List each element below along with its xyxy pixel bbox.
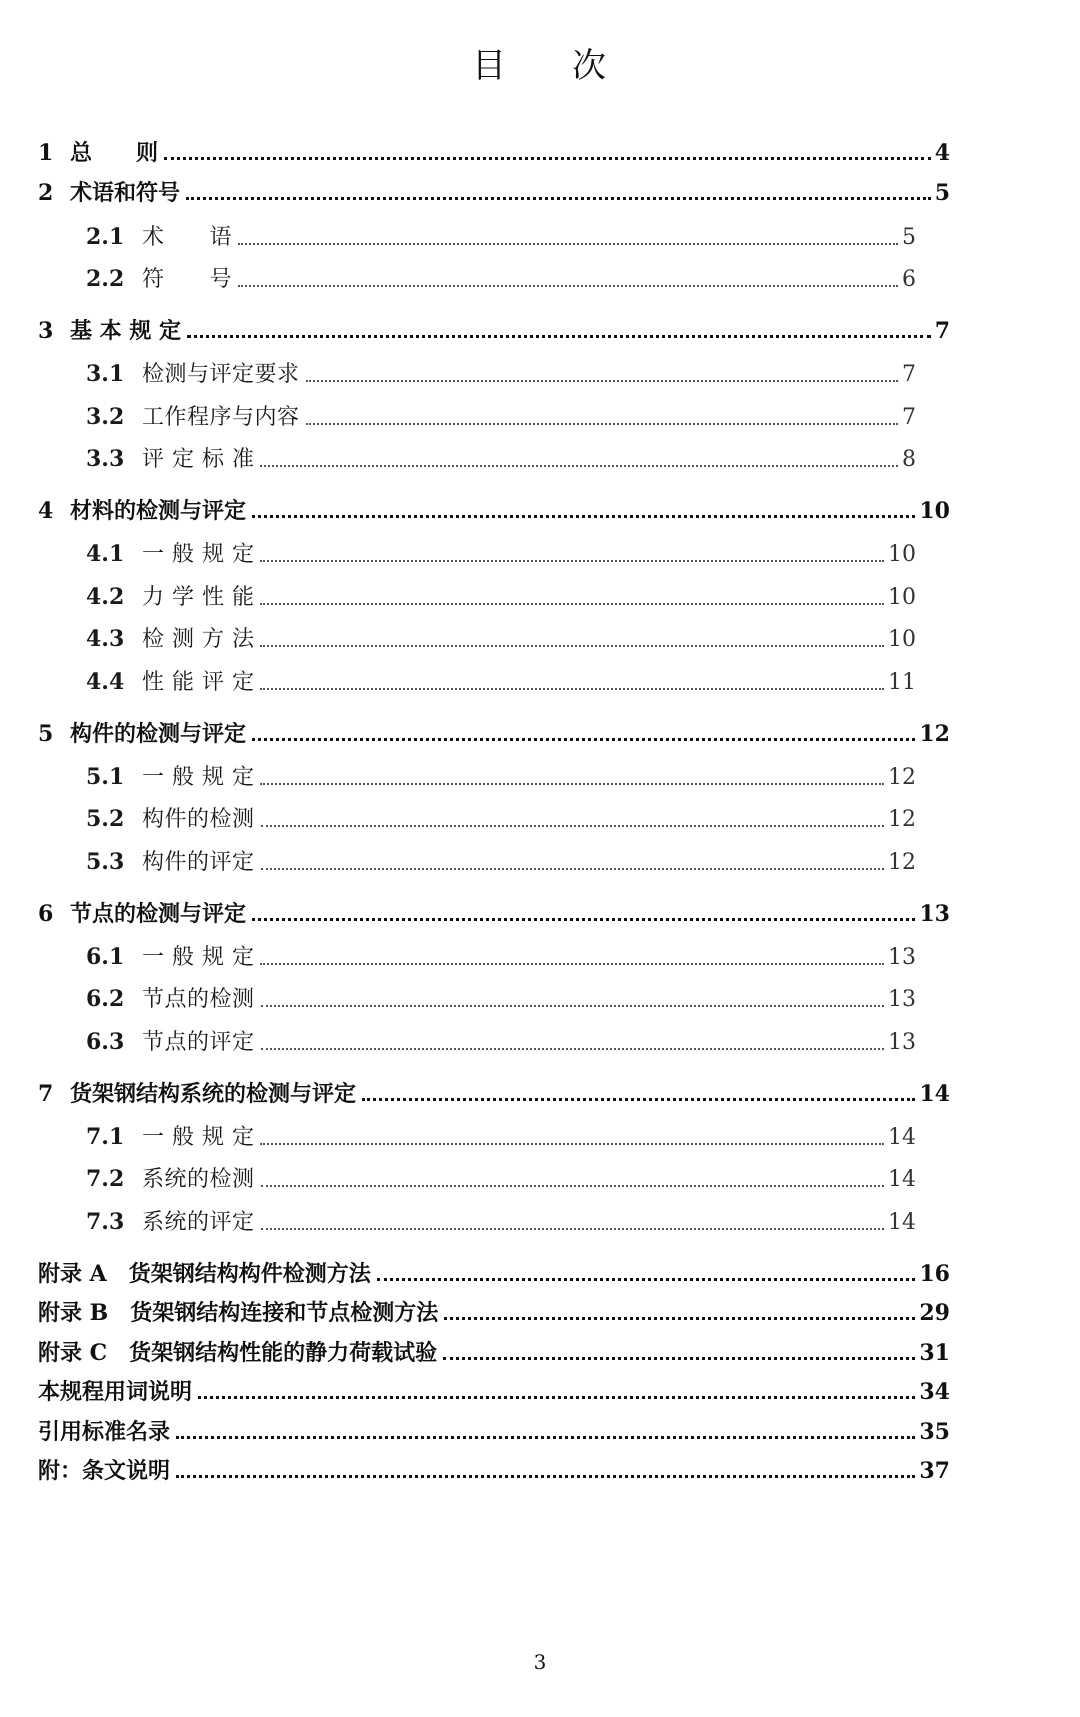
toc-dot-leader	[260, 762, 884, 793]
toc-entry-label: 附录 C 货架钢结构性能的静力荷载试验	[38, 1340, 438, 1366]
toc-appendix-entry[interactable]	[38, 1338, 950, 1368]
toc-entry-number: 6.1	[86, 944, 125, 970]
toc-entry-number: 3.3	[86, 446, 125, 472]
toc-entry-label: 系统的评定	[142, 1210, 255, 1235]
toc-entry[interactable]	[38, 316, 950, 346]
toc-entry-label: 符 号	[142, 267, 233, 292]
toc-dot-leader	[186, 178, 931, 208]
toc-entry-page: 13	[888, 987, 916, 1012]
toc-entry-number: 6.2	[86, 986, 125, 1012]
toc-entry-number: 7	[38, 1081, 54, 1107]
toc-dot-leader	[252, 496, 915, 526]
toc-entry-page: 13	[919, 901, 950, 927]
toc-entry-page: 5	[934, 180, 950, 206]
toc-entry-page: 16	[919, 1261, 950, 1287]
toc-entry-number: 2.1	[86, 224, 125, 250]
toc-entry-label: 工作程序与内容	[142, 405, 300, 430]
toc-dot-leader	[187, 316, 931, 346]
toc-subentry[interactable]	[86, 667, 916, 698]
toc-dot-leader	[260, 582, 884, 613]
toc-dot-leader	[444, 1298, 915, 1328]
toc-entry-page: 7	[902, 362, 916, 387]
toc-entry-page: 12	[888, 807, 916, 832]
toc-dot-leader	[260, 444, 898, 475]
toc-entry-page: 10	[919, 498, 950, 524]
toc-entry-label: 性 能 评 定	[142, 670, 255, 695]
toc-entry-number: 6.3	[86, 1029, 125, 1055]
toc-entry[interactable]	[38, 1079, 950, 1109]
toc-dot-leader	[261, 984, 884, 1015]
toc-entry-page: 11	[888, 670, 916, 695]
toc-entry-page: 10	[888, 627, 916, 652]
toc-entry-label: 构件的检测与评定	[70, 721, 247, 747]
toc-dot-leader	[198, 1377, 915, 1407]
toc-entry-number: 3.2	[86, 404, 125, 430]
toc-entry-page: 5	[902, 225, 916, 250]
toc-dot-leader	[176, 1417, 915, 1447]
toc-subentry[interactable]	[86, 1122, 916, 1153]
toc-dot-leader	[252, 719, 915, 749]
toc-subentry[interactable]	[86, 847, 916, 878]
toc-entry-label: 一 般 规 定	[142, 542, 255, 567]
toc-subentry[interactable]	[86, 582, 916, 613]
toc-entry-label: 节点的检测与评定	[70, 901, 247, 927]
toc-entry-page: 10	[888, 542, 916, 567]
toc-entry-number: 5.1	[86, 764, 125, 790]
toc-entry-page: 12	[919, 721, 950, 747]
toc-dot-leader	[260, 624, 884, 655]
toc-subentry[interactable]	[86, 539, 916, 570]
toc-entry[interactable]	[38, 178, 950, 208]
toc-entry-label: 节点的评定	[142, 1030, 255, 1055]
toc-entry-label: 附录 A 货架钢结构构件检测方法	[38, 1261, 371, 1287]
toc-dot-leader	[306, 402, 898, 433]
toc-appendix-entry[interactable]	[38, 1298, 950, 1328]
toc-entry-label: 一 般 规 定	[142, 945, 255, 970]
toc-entry-label: 一 般 规 定	[142, 1125, 255, 1150]
page-number: 3	[533, 1650, 547, 1674]
toc-entry-label: 构件的检测	[142, 807, 255, 832]
toc-entry-number: 3.1	[86, 361, 125, 387]
toc-dot-leader	[260, 667, 884, 698]
toc-entry-number: 2.2	[86, 266, 125, 292]
toc-dot-leader	[362, 1079, 915, 1109]
toc-subentry[interactable]	[86, 402, 916, 433]
toc-entry-page: 13	[888, 1030, 916, 1055]
toc-entry-number: 5.3	[86, 849, 125, 875]
toc-entry-label: 货架钢结构系统的检测与评定	[70, 1081, 357, 1107]
toc-dot-leader	[238, 222, 898, 253]
toc-entry-page: 14	[888, 1167, 916, 1192]
toc-subentry[interactable]	[86, 624, 916, 655]
toc-entry-page: 10	[888, 585, 916, 610]
toc-entry-number: 4.2	[86, 584, 125, 610]
toc-subentry[interactable]	[86, 942, 916, 973]
toc-dot-leader	[306, 359, 898, 390]
toc-dot-leader	[261, 1207, 884, 1238]
toc-dot-leader	[261, 847, 884, 878]
toc-entry-label: 总 则	[70, 140, 159, 166]
toc-entry-page: 7	[934, 318, 950, 344]
toc-entry-number: 2	[38, 180, 54, 206]
toc-entry-label: 一 般 规 定	[142, 765, 255, 790]
toc-subentry[interactable]	[86, 804, 916, 835]
toc-entry-label: 系统的检测	[142, 1167, 255, 1192]
toc-entry-number: 1	[38, 140, 54, 166]
toc-entry-label: 检测与评定要求	[142, 362, 300, 387]
toc-entry[interactable]	[38, 138, 950, 168]
toc-entry-label: 引用标准名录	[38, 1419, 171, 1445]
toc-subentry[interactable]	[86, 264, 916, 295]
toc-entry-label: 本规程用词说明	[38, 1379, 193, 1405]
toc-entry-number: 4.1	[86, 541, 125, 567]
toc-subentry[interactable]	[86, 1027, 916, 1058]
toc-entry-page: 29	[919, 1300, 950, 1326]
toc-dot-leader	[261, 804, 884, 835]
toc-entry-number: 3	[38, 318, 54, 344]
toc-entry-label: 材料的检测与评定	[70, 498, 247, 524]
toc-entry-label: 附：条文说明	[38, 1458, 171, 1484]
toc-entry-page: 12	[888, 765, 916, 790]
toc-dot-leader	[261, 1164, 884, 1195]
page-title	[0, 38, 1080, 87]
toc-dot-leader	[260, 1122, 884, 1153]
toc-entry-page: 14	[888, 1210, 916, 1235]
toc-dot-leader	[238, 264, 898, 295]
toc-entry-number: 7.2	[86, 1166, 125, 1192]
toc-entry-page: 31	[919, 1340, 950, 1366]
toc-entry-page: 7	[902, 405, 916, 430]
toc-dot-leader	[261, 1027, 884, 1058]
toc-subentry[interactable]	[86, 1207, 916, 1238]
page-title-char-1: 目	[472, 46, 508, 86]
toc-entry-number: 4.4	[86, 669, 125, 695]
toc-entry-page: 35	[919, 1419, 950, 1445]
toc-entry-label: 构件的评定	[142, 850, 255, 875]
toc-entry-page: 13	[888, 945, 916, 970]
toc-entry-label: 附录 B 货架钢结构连接和节点检测方法	[38, 1300, 439, 1326]
toc-entry-number: 4	[38, 498, 54, 524]
toc-entry-label: 术 语	[142, 225, 233, 250]
toc-dot-leader	[443, 1338, 915, 1368]
toc-entry-page: 4	[934, 140, 950, 166]
toc-subentry[interactable]	[86, 222, 916, 253]
toc-subentry[interactable]	[86, 359, 916, 390]
toc-entry-page: 6	[902, 267, 916, 292]
toc-dot-leader	[252, 899, 915, 929]
toc-entry-number: 7.3	[86, 1209, 125, 1235]
toc-entry[interactable]	[38, 719, 950, 749]
toc-entry-page: 34	[919, 1379, 950, 1405]
toc-end-entry[interactable]	[38, 1456, 950, 1486]
toc-entry-number: 7.1	[86, 1124, 125, 1150]
toc-entry-number: 4.3	[86, 626, 125, 652]
toc-entry-number: 5	[38, 721, 54, 747]
page-title-char-2: 次	[572, 46, 608, 86]
toc-subentry[interactable]	[86, 984, 916, 1015]
toc-dot-leader	[176, 1456, 915, 1486]
toc-end-entry[interactable]	[38, 1377, 950, 1407]
toc-entry-label: 检 测 方 法	[142, 627, 255, 652]
toc-subentry[interactable]	[86, 444, 916, 475]
toc-entry-number: 6	[38, 901, 54, 927]
toc-entry-label: 评 定 标 准	[142, 447, 255, 472]
toc-entry-page: 14	[919, 1081, 950, 1107]
toc-subentry[interactable]	[86, 1164, 916, 1195]
toc-entry-page: 8	[902, 447, 916, 472]
toc-dot-leader	[260, 942, 884, 973]
toc-entry-label: 术语和符号	[70, 180, 181, 206]
toc-entry-label: 力 学 性 能	[142, 585, 255, 610]
toc-entry-label: 节点的检测	[142, 987, 255, 1012]
toc-dot-leader	[164, 138, 931, 168]
toc-entry-page: 14	[888, 1125, 916, 1150]
toc-dot-leader	[377, 1259, 916, 1289]
toc-appendix-entry[interactable]	[38, 1259, 950, 1289]
toc-dot-leader	[260, 539, 884, 570]
toc-entry[interactable]	[38, 496, 950, 526]
toc-entry[interactable]	[38, 899, 950, 929]
toc-entry-label: 基 本 规 定	[70, 318, 181, 344]
toc-end-entry[interactable]	[38, 1417, 950, 1447]
toc-entry-page: 12	[888, 850, 916, 875]
toc-subentry[interactable]	[86, 762, 916, 793]
toc-entry-number: 5.2	[86, 806, 125, 832]
toc-entry-page: 37	[919, 1458, 950, 1484]
